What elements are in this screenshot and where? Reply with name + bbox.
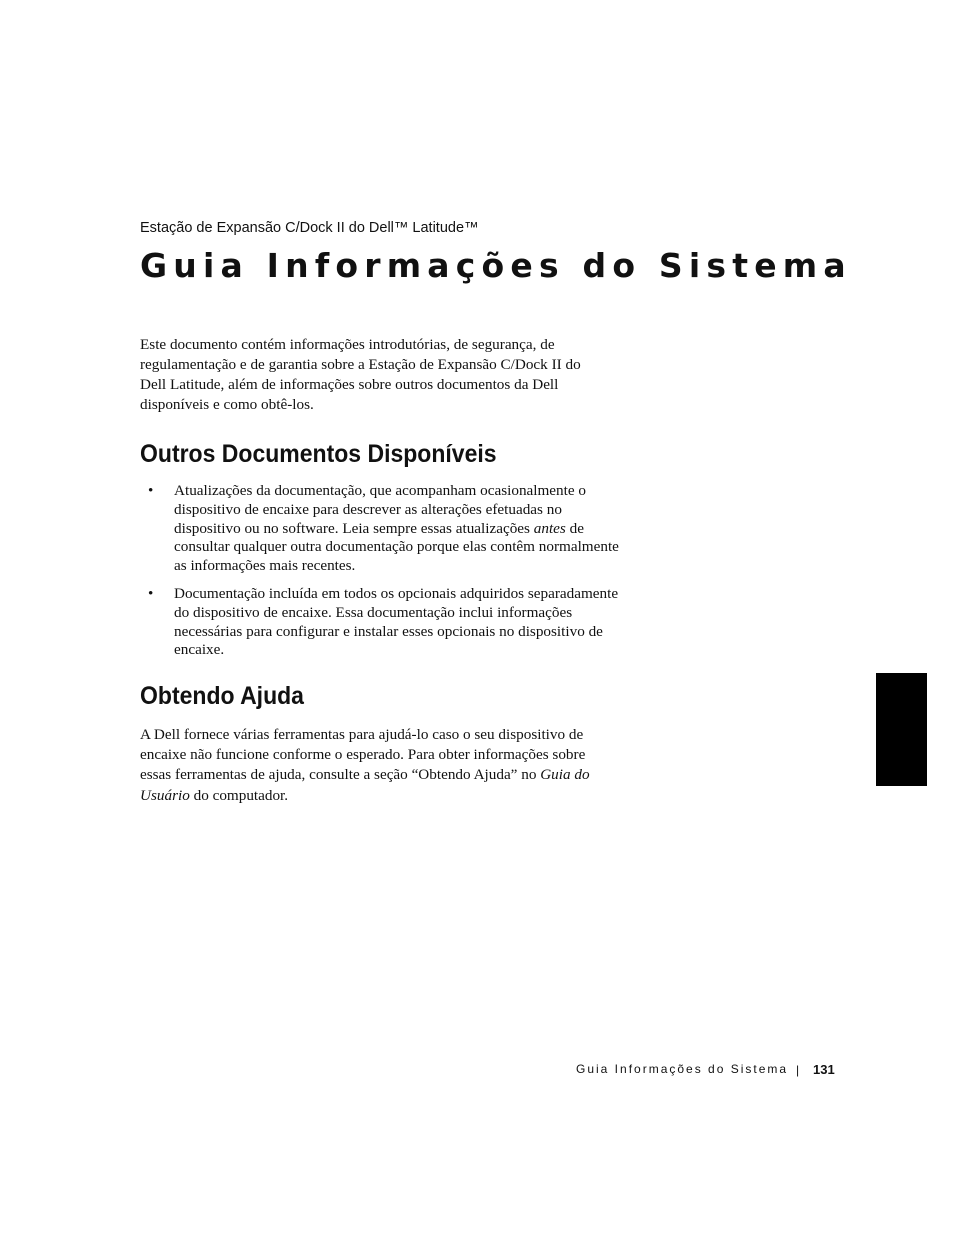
- list-item: [140, 482, 620, 576]
- section-heading-getting-help: Obtendo Ajuda: [140, 682, 304, 710]
- list-item-text: Documentação incluída em todos os opcionais adquiridos separadamente do dispositivo de encaixe. Essa documentação inclui informações necessárias para configurar e instalar esses opcionais no dispositivo de encaixe.: [174, 584, 619, 659]
- footer-running-title: Guia Informações do Sistema: [576, 1062, 789, 1076]
- page-number: 131: [813, 1062, 835, 1077]
- list-item-text: Atualizações da documentação, que acompanham ocasionalmente o dispositivo de encaixe para descrever as alterações efetuadas no dispositivo ou no software. Leia sempre essas atualizações: [174, 482, 586, 537]
- getting-help-text: A Dell fornece várias ferramentas para ajudá-lo caso o seu dispositivo de encaixe não funcione conforme o esperado. Para obter informações sobre essas ferramentas de ajuda, consulte a seção “Obtendo Ajuda” no: [140, 726, 586, 784]
- product-subtitle: Estação de Expansão C/Dock II do Dell™ Latitude™: [140, 220, 479, 236]
- bullet-marker: •: [148, 482, 154, 499]
- intro-paragraph: Este documento contém informações introdutórias, de segurança, de regulamentação e de garantia sobre a Estação de Expansão C/Dock II do Dell Latitude, além de informações sobre outros documentos da Dell disponíveis e como obtê-los.: [140, 336, 581, 413]
- page-title: Guia Informações do Sistema: [140, 246, 852, 285]
- getting-help-text-end: do computador.: [189, 786, 289, 804]
- section-heading-other-documents: Outros Documentos Disponíveis: [140, 440, 497, 468]
- user-guide-title: Guia do Usuário: [140, 766, 590, 804]
- getting-help-paragraph: [140, 725, 615, 806]
- bullet-marker: •: [148, 584, 154, 602]
- list-item-text-continued: de consultar qualquer outra documentação porque elas contêm normalmente as informações mais recentes.: [174, 519, 619, 575]
- other-documents-list: [140, 482, 620, 669]
- list-item-emphasis: antes: [533, 519, 566, 537]
- chapter-thumb-tab: [876, 673, 927, 786]
- footer-separator: |: [796, 1063, 800, 1077]
- list-item: [140, 585, 620, 660]
